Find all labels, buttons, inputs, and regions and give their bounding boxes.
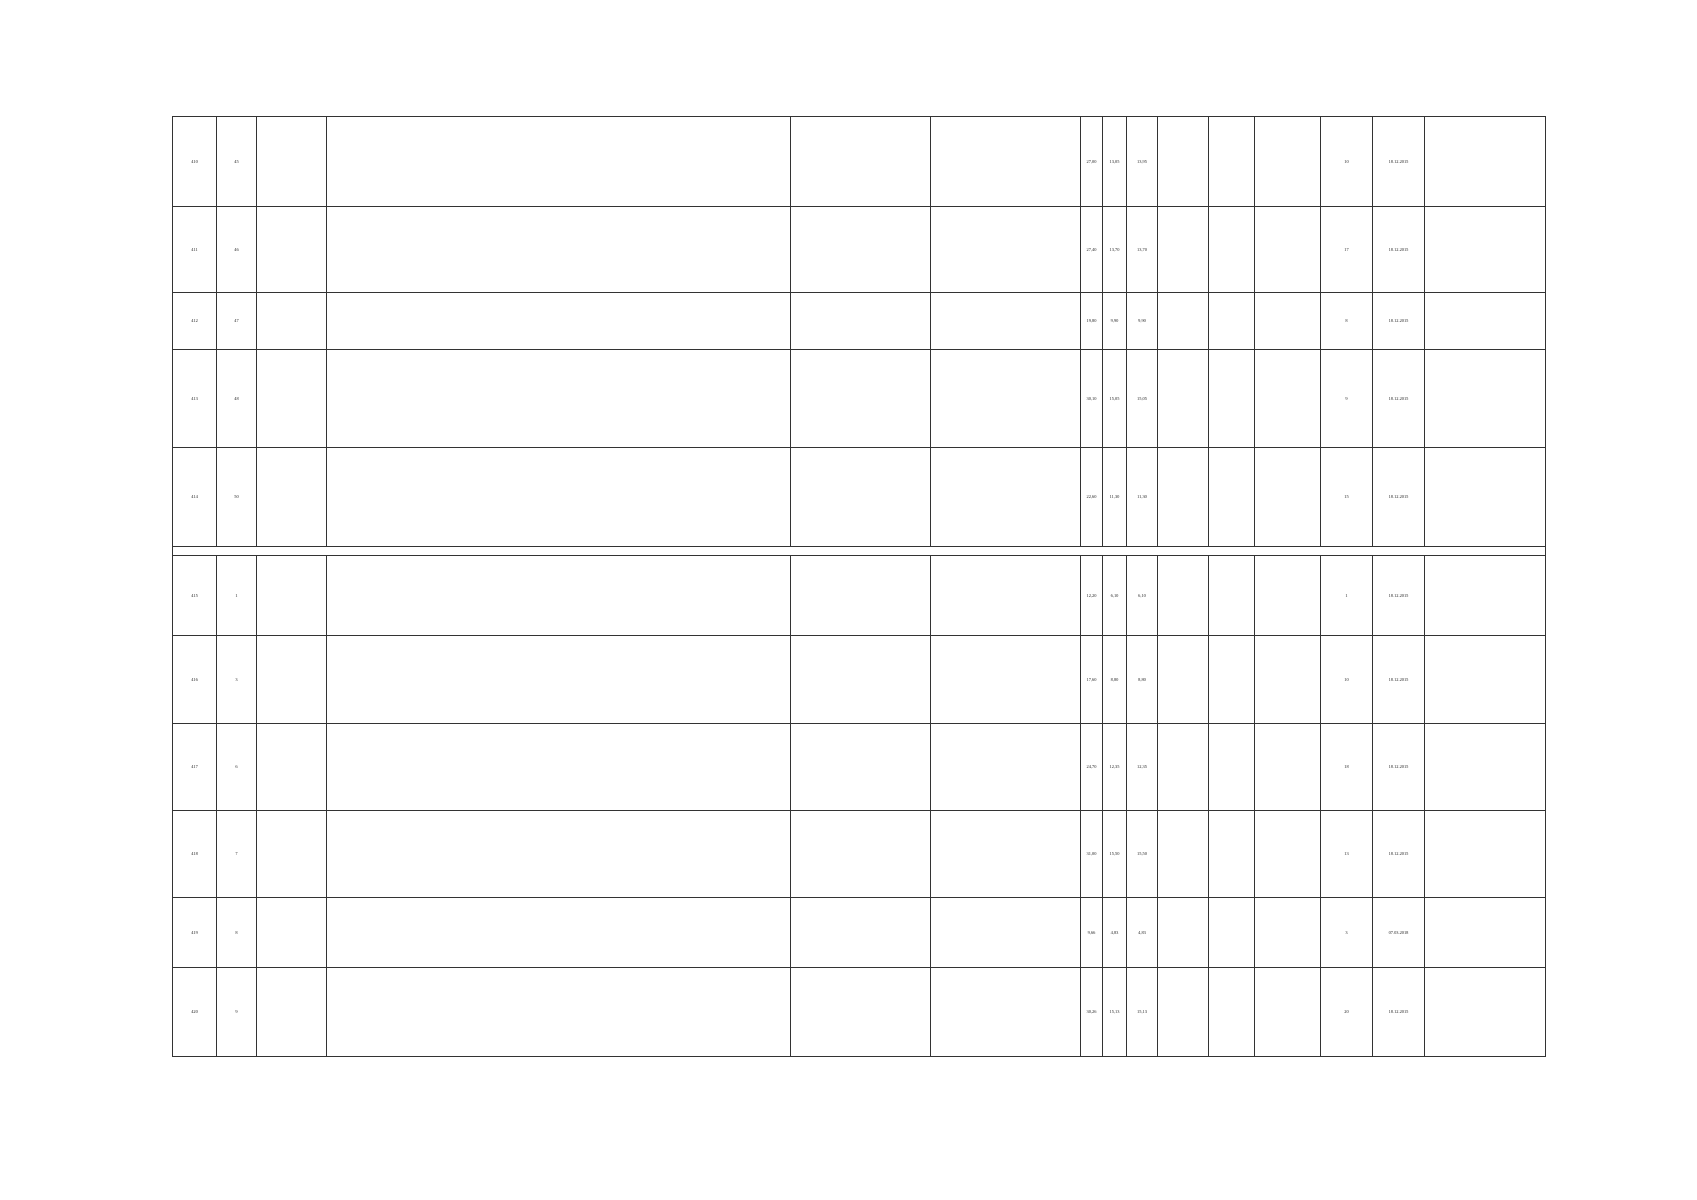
length-total: 30,26 bbox=[1081, 968, 1103, 1057]
vehicle-count: 10 bbox=[1321, 117, 1373, 207]
length-forward: 6,10 bbox=[1103, 556, 1127, 636]
vehicle-class bbox=[1255, 968, 1321, 1057]
length-total: 9,66 bbox=[1081, 898, 1103, 968]
length-backward: 15,50 bbox=[1127, 811, 1158, 898]
streets-forward bbox=[791, 207, 931, 293]
vehicle-class bbox=[1255, 811, 1321, 898]
table-row bbox=[173, 293, 1546, 350]
streets-forward bbox=[791, 968, 931, 1057]
length-forward: 15,05 bbox=[1103, 350, 1127, 448]
vehicle-count: 10 bbox=[1321, 636, 1373, 724]
section-separator bbox=[173, 547, 1546, 556]
start-date: 18.12.2015 bbox=[1373, 350, 1425, 448]
start-date: 18.12.2015 bbox=[1373, 448, 1425, 547]
length-forward: 13,70 bbox=[1103, 207, 1127, 293]
tariff-type bbox=[1209, 898, 1255, 968]
start-date: 18.12.2015 bbox=[1373, 117, 1425, 207]
route-path bbox=[327, 293, 791, 350]
carrier-name bbox=[1425, 350, 1546, 448]
vehicle-count: 9 bbox=[1321, 350, 1373, 448]
registry-number: 50 bbox=[217, 448, 257, 547]
length-forward: 12,35 bbox=[1103, 724, 1127, 811]
length-total: 12,20 bbox=[1081, 556, 1103, 636]
streets-backward bbox=[931, 556, 1081, 636]
tariff-type bbox=[1209, 968, 1255, 1057]
vehicle-class bbox=[1255, 898, 1321, 968]
streets-forward bbox=[791, 350, 931, 448]
carrier-name bbox=[1425, 968, 1546, 1057]
streets-backward bbox=[931, 724, 1081, 811]
vehicle-count: 3 bbox=[1321, 898, 1373, 968]
streets-backward bbox=[931, 448, 1081, 547]
vehicle-class bbox=[1255, 448, 1321, 547]
length-total: 22,60 bbox=[1081, 448, 1103, 547]
table-row bbox=[173, 448, 1546, 547]
length-forward: 15,50 bbox=[1103, 811, 1127, 898]
route-path bbox=[327, 898, 791, 968]
tariff-type bbox=[1209, 724, 1255, 811]
streets-forward bbox=[791, 293, 931, 350]
length-backward: 6,10 bbox=[1127, 556, 1158, 636]
length-backward: 8,80 bbox=[1127, 636, 1158, 724]
registry-number: 9 bbox=[217, 968, 257, 1057]
tariff-type bbox=[1209, 207, 1255, 293]
route-name bbox=[257, 207, 327, 293]
length-forward: 15,13 bbox=[1103, 968, 1127, 1057]
stops-mode bbox=[1158, 207, 1209, 293]
length-total: 27,40 bbox=[1081, 207, 1103, 293]
length-total: 30,10 bbox=[1081, 350, 1103, 448]
tariff-type bbox=[1209, 811, 1255, 898]
streets-backward bbox=[931, 293, 1081, 350]
route-path bbox=[327, 968, 791, 1057]
route-number: 414 bbox=[173, 448, 217, 547]
vehicle-count: 15 bbox=[1321, 448, 1373, 547]
carrier-name bbox=[1425, 293, 1546, 350]
table-row bbox=[173, 117, 1546, 207]
streets-forward bbox=[791, 811, 931, 898]
vehicle-class bbox=[1255, 636, 1321, 724]
route-number: 417 bbox=[173, 724, 217, 811]
vehicle-class bbox=[1255, 117, 1321, 207]
tariff-type bbox=[1209, 293, 1255, 350]
table-row bbox=[173, 898, 1546, 968]
route-number: 415 bbox=[173, 556, 217, 636]
tariff-type bbox=[1209, 556, 1255, 636]
table-row bbox=[173, 350, 1546, 448]
streets-backward bbox=[931, 207, 1081, 293]
stops-mode bbox=[1158, 556, 1209, 636]
carrier-name bbox=[1425, 724, 1546, 811]
route-name bbox=[257, 636, 327, 724]
streets-backward bbox=[931, 811, 1081, 898]
length-backward: 15,13 bbox=[1127, 968, 1158, 1057]
tariff-type bbox=[1209, 636, 1255, 724]
table-row bbox=[173, 724, 1546, 811]
route-path bbox=[327, 448, 791, 547]
route-number: 412 bbox=[173, 293, 217, 350]
route-registry-table bbox=[172, 116, 1546, 1057]
streets-backward bbox=[931, 350, 1081, 448]
registry-number: 47 bbox=[217, 293, 257, 350]
streets-forward bbox=[791, 898, 931, 968]
route-name bbox=[257, 117, 327, 207]
length-backward: 11,30 bbox=[1127, 448, 1158, 547]
length-total: 31,00 bbox=[1081, 811, 1103, 898]
stops-mode bbox=[1158, 811, 1209, 898]
carrier-name bbox=[1425, 117, 1546, 207]
route-number: 413 bbox=[173, 350, 217, 448]
vehicle-class bbox=[1255, 724, 1321, 811]
route-name bbox=[257, 556, 327, 636]
start-date: 07.03.2018 bbox=[1373, 898, 1425, 968]
route-number: 420 bbox=[173, 968, 217, 1057]
stops-mode bbox=[1158, 968, 1209, 1057]
route-path bbox=[327, 811, 791, 898]
route-path bbox=[327, 350, 791, 448]
length-total: 27,00 bbox=[1081, 117, 1103, 207]
length-forward: 11,30 bbox=[1103, 448, 1127, 547]
stops-mode bbox=[1158, 448, 1209, 547]
route-name bbox=[257, 898, 327, 968]
table-row bbox=[173, 811, 1546, 898]
length-backward: 4,83 bbox=[1127, 898, 1158, 968]
registry-number: 7 bbox=[217, 811, 257, 898]
vehicle-count: 17 bbox=[1321, 207, 1373, 293]
start-date: 18.12.2015 bbox=[1373, 207, 1425, 293]
start-date: 18.12.2015 bbox=[1373, 811, 1425, 898]
vehicle-class bbox=[1255, 350, 1321, 448]
registry-number: 3 bbox=[217, 636, 257, 724]
length-total: 24,70 bbox=[1081, 724, 1103, 811]
length-backward: 13,95 bbox=[1127, 117, 1158, 207]
route-name bbox=[257, 724, 327, 811]
registry-number: 48 bbox=[217, 350, 257, 448]
streets-backward bbox=[931, 968, 1081, 1057]
route-name bbox=[257, 350, 327, 448]
streets-forward bbox=[791, 636, 931, 724]
stops-mode bbox=[1158, 350, 1209, 448]
vehicle-class bbox=[1255, 207, 1321, 293]
registry-number: 46 bbox=[217, 207, 257, 293]
route-path bbox=[327, 207, 791, 293]
route-name bbox=[257, 448, 327, 547]
streets-forward bbox=[791, 724, 931, 811]
route-number: 419 bbox=[173, 898, 217, 968]
registry-number: 1 bbox=[217, 556, 257, 636]
start-date: 18.12.2015 bbox=[1373, 968, 1425, 1057]
start-date: 18.12.2015 bbox=[1373, 636, 1425, 724]
length-forward: 8,80 bbox=[1103, 636, 1127, 724]
streets-forward bbox=[791, 117, 931, 207]
length-backward: 13,70 bbox=[1127, 207, 1158, 293]
registry-number: 45 bbox=[217, 117, 257, 207]
table-row bbox=[173, 636, 1546, 724]
registry-number: 6 bbox=[217, 724, 257, 811]
route-path bbox=[327, 117, 791, 207]
length-forward: 9,90 bbox=[1103, 293, 1127, 350]
start-date: 18.12.2015 bbox=[1373, 724, 1425, 811]
streets-forward bbox=[791, 448, 931, 547]
table-row bbox=[173, 556, 1546, 636]
vehicle-count: 18 bbox=[1321, 724, 1373, 811]
table-row bbox=[173, 968, 1546, 1057]
carrier-name bbox=[1425, 448, 1546, 547]
route-number: 416 bbox=[173, 636, 217, 724]
route-number: 418 bbox=[173, 811, 217, 898]
carrier-name bbox=[1425, 207, 1546, 293]
vehicle-class bbox=[1255, 556, 1321, 636]
length-backward: 15,05 bbox=[1127, 350, 1158, 448]
carrier-name bbox=[1425, 636, 1546, 724]
carrier-name bbox=[1425, 811, 1546, 898]
route-path bbox=[327, 556, 791, 636]
streets-backward bbox=[931, 636, 1081, 724]
vehicle-class bbox=[1255, 293, 1321, 350]
vehicle-count: 13 bbox=[1321, 811, 1373, 898]
length-backward: 12,35 bbox=[1127, 724, 1158, 811]
route-number: 411 bbox=[173, 207, 217, 293]
route-path bbox=[327, 636, 791, 724]
streets-backward bbox=[931, 898, 1081, 968]
start-date: 18.12.2015 bbox=[1373, 293, 1425, 350]
route-number: 410 bbox=[173, 117, 217, 207]
stops-mode bbox=[1158, 636, 1209, 724]
route-rows-section-1 bbox=[173, 117, 1546, 1057]
carrier-name bbox=[1425, 556, 1546, 636]
route-path bbox=[327, 724, 791, 811]
carrier-name bbox=[1425, 898, 1546, 968]
tariff-type bbox=[1209, 117, 1255, 207]
stops-mode bbox=[1158, 898, 1209, 968]
vehicle-count: 1 bbox=[1321, 556, 1373, 636]
stops-mode bbox=[1158, 724, 1209, 811]
route-name bbox=[257, 968, 327, 1057]
length-total: 17,60 bbox=[1081, 636, 1103, 724]
tariff-type bbox=[1209, 350, 1255, 448]
registry-number: 8 bbox=[217, 898, 257, 968]
start-date: 18.12.2015 bbox=[1373, 556, 1425, 636]
vehicle-count: 8 bbox=[1321, 293, 1373, 350]
route-name bbox=[257, 811, 327, 898]
section-separator-row bbox=[173, 547, 1546, 556]
vehicle-count: 20 bbox=[1321, 968, 1373, 1057]
stops-mode bbox=[1158, 117, 1209, 207]
streets-backward bbox=[931, 117, 1081, 207]
route-name bbox=[257, 293, 327, 350]
length-forward: 4,83 bbox=[1103, 898, 1127, 968]
length-backward: 9,90 bbox=[1127, 293, 1158, 350]
length-total: 19,80 bbox=[1081, 293, 1103, 350]
tariff-type bbox=[1209, 448, 1255, 547]
streets-forward bbox=[791, 556, 931, 636]
stops-mode bbox=[1158, 293, 1209, 350]
length-forward: 13,05 bbox=[1103, 117, 1127, 207]
table-row bbox=[173, 207, 1546, 293]
